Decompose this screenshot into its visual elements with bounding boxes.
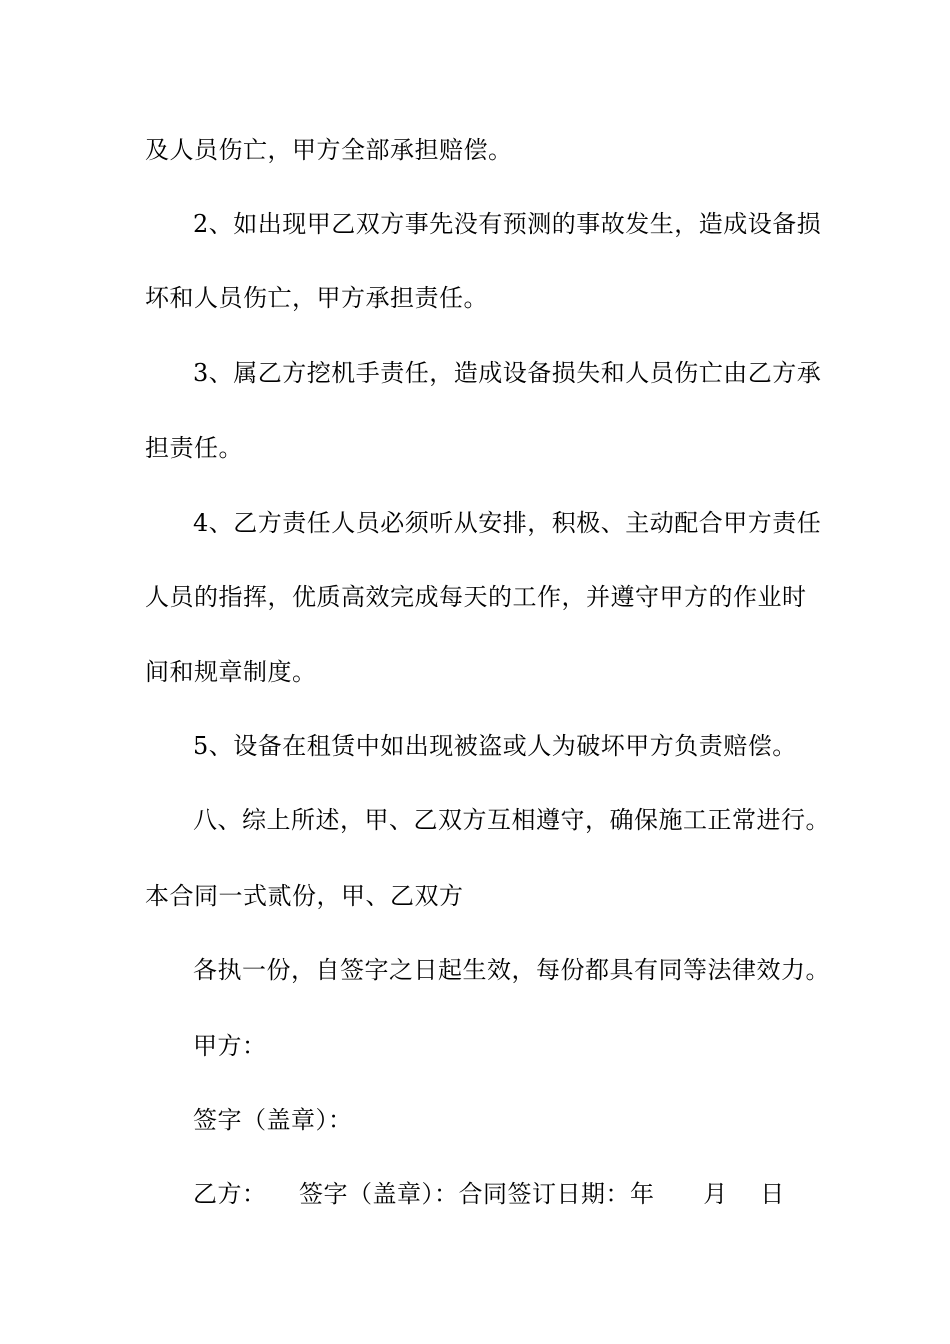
- clause-5-line-1: 5、设备在租赁中如出现被盗或人为破坏甲方负责赔偿。: [193, 732, 797, 760]
- party-a-signature-label: 签字（盖章）：: [193, 1106, 353, 1134]
- section-8-line-3: 各执一份，自签字之日起生效，每份都具有同等法律效力。: [193, 956, 830, 984]
- clause-4-line-2: 人员的指挥，优质高效完成每天的工作，并遵守甲方的作业时: [145, 583, 807, 611]
- clause-4-line-3: 间和规章制度。: [145, 658, 317, 686]
- party-a-label: 甲方：: [193, 1032, 267, 1060]
- text-line-1: 及人员伤亡，甲方全部承担赔偿。: [145, 136, 513, 164]
- clause-2-line-1: 2、如出现甲乙双方事先没有预测的事故发生，造成设备损: [193, 210, 822, 238]
- party-b-signature-date-line: 乙方： 签字（盖章）：合同签订日期：年 月 日: [193, 1180, 785, 1208]
- clause-3-line-1: 3、属乙方挖机手责任，造成设备损失和人员伤亡由乙方承: [193, 359, 822, 387]
- clause-4-line-1: 4、乙方责任人员必须听从安排，积极、主动配合甲方责任: [193, 509, 822, 537]
- section-8-line-2: 本合同一式贰份，甲、乙双方: [145, 882, 464, 910]
- clause-2-line-2: 坏和人员伤亡，甲方承担责任。: [145, 284, 488, 312]
- clause-3-line-2: 担责任。: [145, 434, 243, 462]
- section-8-line-1: 八、综上所述，甲、乙双方互相遵守，确保施工正常进行。: [193, 806, 830, 834]
